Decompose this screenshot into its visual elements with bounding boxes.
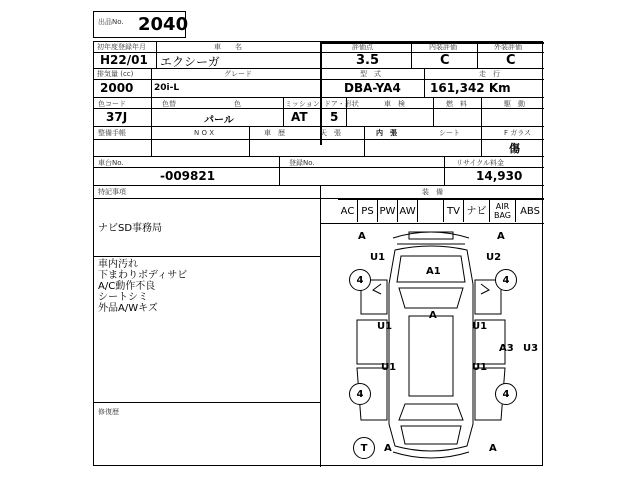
model-header: 型 式 <box>360 70 381 78</box>
equipment-tv: TV <box>444 199 464 222</box>
year-header: 初年度登録年月 <box>97 43 146 51</box>
grade-header: グレード <box>224 70 252 78</box>
recycle-header: リサイクル料金 <box>456 159 505 167</box>
damage-rear-right: A <box>489 443 497 454</box>
seat-header: シート <box>439 129 460 137</box>
damage-front-right: A <box>497 231 505 242</box>
fglass-value: 傷 <box>509 142 520 155</box>
model-value: DBA-YA4 <box>344 81 401 95</box>
damage-u1-door-left-rear: U1 <box>381 362 397 373</box>
remarks-header: 特記事項 <box>98 188 126 196</box>
inspection-header: 車 検 <box>384 100 405 108</box>
doors-value: 5 <box>330 110 339 124</box>
score-header: 評価点 <box>352 43 373 51</box>
lot-number-box <box>93 11 189 38</box>
auction-sheet <box>93 41 543 466</box>
color-header: 色 <box>234 100 241 108</box>
damage-hood: A1 <box>426 266 441 277</box>
fuel-header: 燃 料 <box>446 100 467 108</box>
equipment-navi: ナビ <box>464 199 490 222</box>
equipment-header: 装 備 <box>422 188 443 196</box>
damage-u1-door-right-front: U1 <box>472 321 488 332</box>
displacement-header: 排気量 (cc) <box>97 70 134 78</box>
damage-u1-front-left: U1 <box>370 252 386 263</box>
score-value: 3.5 <box>356 53 380 68</box>
equipment-aw: AW <box>398 199 418 222</box>
damage-u1-door-left-front: U1 <box>377 321 393 332</box>
lot-label: 出品No. <box>98 18 124 26</box>
equipment-ps: PS <box>358 199 378 222</box>
fglass-header: F ガラス <box>504 129 532 137</box>
damage-rear-left: A <box>384 443 392 454</box>
damage-roof: A <box>429 310 437 321</box>
remark-line-5: 外品A/Wキズ <box>98 303 158 314</box>
car-name-header: 車 名 <box>214 43 242 51</box>
tire-front-right: 4 <box>495 269 517 291</box>
history-header: 車 歴 <box>264 129 285 137</box>
remark-line-2: 下まわりボディサビ <box>98 270 188 281</box>
equipment-airbag: AIR BAG <box>490 199 516 222</box>
chassis-value: -009821 <box>160 169 216 183</box>
interior-header: 内装評価 <box>429 43 457 51</box>
damage-u1-door-right-rear: U1 <box>472 362 488 373</box>
registration-header: 登録No. <box>289 159 315 167</box>
damage-u2-front-right: U2 <box>486 252 502 263</box>
sunroof-header: 天 張 <box>320 129 341 137</box>
remark-line-1: 車内汚れ <box>98 259 138 270</box>
damage-front-left: A <box>358 231 366 242</box>
tire-front-left: 4 <box>349 269 371 291</box>
maintenance-header: 整備手帳 <box>98 129 126 137</box>
recycle-value: 14,930 <box>476 169 523 183</box>
color-code-header: 色コード <box>98 100 126 108</box>
transmission-header: ミッション <box>285 100 320 108</box>
interior-value: C <box>440 53 450 68</box>
exterior-header: 外装評価 <box>494 43 522 51</box>
tire-rear-left: 4 <box>349 383 371 405</box>
tire-rear-right: 4 <box>495 383 517 405</box>
repair-header: 修復歴 <box>98 408 119 416</box>
equipment-blank <box>418 199 444 222</box>
chassis-header: 車台No. <box>98 159 124 167</box>
equipment-ac: AC <box>338 199 358 222</box>
equipment-pw: PW <box>378 199 398 222</box>
car-name-value: エクシーガ <box>160 55 220 69</box>
spare-tire: T <box>353 437 375 459</box>
doors-header: ドア・形状 <box>324 100 359 108</box>
equipment-abs: ABS <box>516 199 544 222</box>
displacement-value: 2000 <box>100 81 134 95</box>
nox-header: N O X <box>194 129 214 137</box>
exterior-value: C <box>506 53 516 68</box>
remarks-top: ナビSD事務局 <box>98 223 163 234</box>
lot-number: 2040 <box>138 14 189 35</box>
drive-header: 駆 動 <box>504 100 525 108</box>
year-value: H22/01 <box>100 53 148 67</box>
remark-line-3: A/C動作不良 <box>98 281 156 292</box>
interior2-header: 内 張 <box>376 129 397 137</box>
color-value: パール <box>204 115 234 126</box>
mileage-header: 走 行 <box>479 70 500 78</box>
color-code-value: 37J <box>106 110 128 124</box>
mileage-value: 161,342 Km <box>430 81 511 95</box>
grade-value: 20i-L <box>154 83 180 93</box>
damage-a3-right: A3 <box>499 343 514 354</box>
damage-u3-right: U3 <box>523 343 539 354</box>
remark-line-4: シートシミ <box>98 292 148 303</box>
color-type-header: 色替 <box>162 100 176 108</box>
transmission-value: AT <box>291 110 308 124</box>
